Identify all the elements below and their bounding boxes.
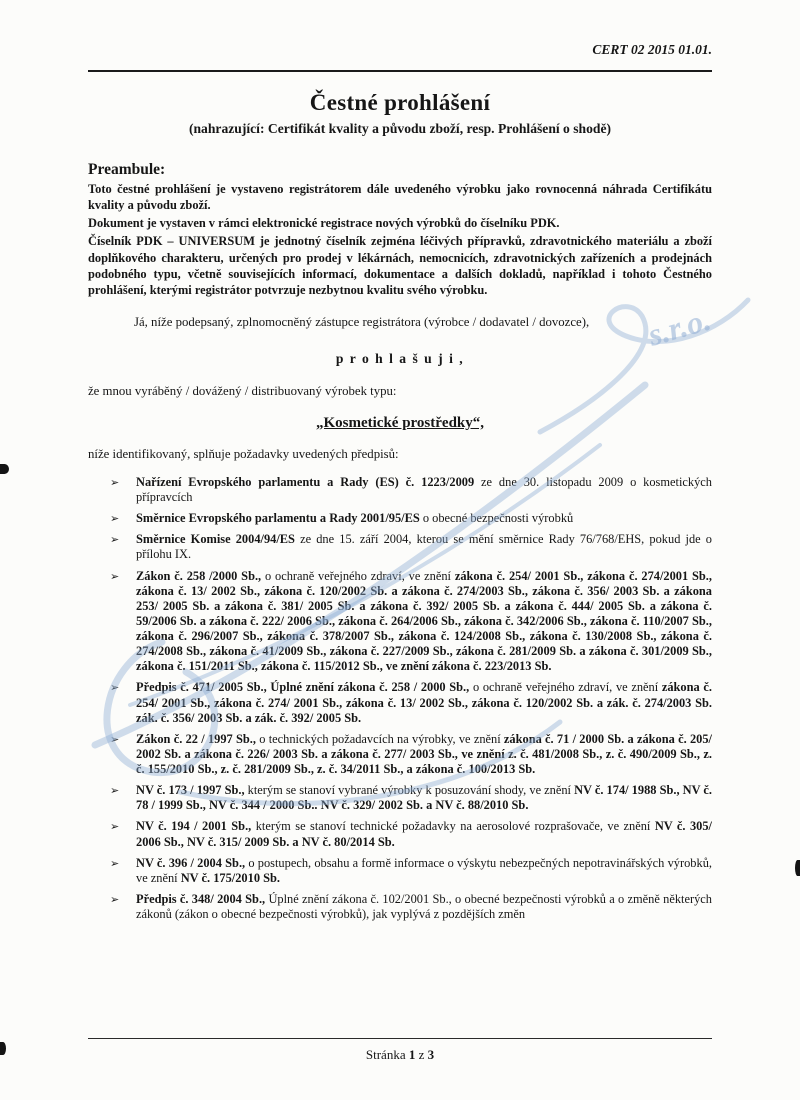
regulation-item (88, 892, 712, 922)
bullet-arrow-icon: ➢ (110, 569, 120, 583)
bullet-arrow-icon: ➢ (110, 475, 120, 489)
preamble-paragraph: Dokument je vystaven v rámci elektronické registrace nových výrobků do číselníku PDK. (88, 216, 560, 231)
header-divider (88, 70, 712, 72)
page-footer (0, 1047, 800, 1063)
scan-artifact (0, 1042, 6, 1055)
regulation-text: Nařízení Evropského parlamentu a Rady (ES) č. 1223/2009 ze dne 30. listopadu 2009 o kosmetických přípravcích (136, 474, 712, 504)
regulation-item (88, 783, 712, 813)
footer-label: Stránka (365, 1047, 409, 1062)
regulation-item (88, 511, 712, 526)
footer-separator: z (415, 1047, 428, 1062)
regulation-text: NV č. 194 / 2001 Sb., kterým se stanoví technické požadavky na aerosolové rozprašovače, ve znění NV č. 305/ 2006 Sb., NV č. 315/ 2009 Sb. a NV č. 80/2014 Sb. (136, 819, 712, 849)
product-type (88, 415, 712, 432)
bullet-arrow-icon: ➢ (110, 856, 120, 870)
regulation-item (88, 532, 712, 562)
page-title: Čestné prohlášení (309, 90, 491, 115)
regulation-text: NV č. 173 / 1997 Sb., kterým se stanoví vybrané výrobky k posuzování shody, ve znění NV č. 174/ 1988 Sb., NV č. 78 / 1999 Sb., NV č. 344 / 2000 Sb.. NV č. 329/ 2002 Sb. a NV č. 88/2010 Sb. (136, 783, 713, 813)
regulation-text: Předpis č. 348/ 2004 Sb., Úplné znění zákona č. 102/2001 Sb., o obecné bezpečnosti výrobků a o změně některých zákonů (zákon o obecné bezpečnosti výrobků), jak vyplývá z pozdějších změn (136, 891, 712, 921)
preamble-heading: Preambule: (88, 161, 166, 178)
bullet-arrow-icon: ➢ (110, 820, 120, 834)
regulations-list (88, 475, 712, 922)
product-line: že mnou vyráběný / dovážený / distribuovaný výrobek typu: (88, 383, 397, 398)
regulation-item (88, 819, 712, 849)
document-content (88, 84, 712, 928)
declaration-word: p r o h l a š u j i , (335, 350, 465, 366)
page-number: 1 (408, 1047, 416, 1062)
regulation-text: NV č. 396 / 2004 Sb., o postupech, obsahu a formě informace o výskytu nebezpečných nepotravinářských výrobků, ve znění NV č. 175/2010 Sb. (136, 855, 712, 885)
regulation-text: Předpis č. 471/ 2005 Sb., Úplné znění zákona č. 258 / 2000 Sb., o ochraně veřejného zdraví, ve znění zákona č. 254/ 2001 Sb., zákona č. 274/ 2001 Sb., zákona č. 13/ 2002 Sb., zákona č. 120/2002 Sb. a zák. č. 274/2003 Sb. zák. č. 356/ 2003 Sb. a zák. č. 392/ 2005 Sb. (136, 680, 712, 725)
list-intro: níže identifikovaný, splňuje požadavky uvedených předpisů: (88, 446, 399, 461)
document-subtitle: (nahrazující: Certifikát kvality a původu zboží, resp. Prohlášení o shodě) (188, 121, 612, 136)
regulation-text: Směrnice Evropského parlamentu a Rady 2001/95/ES o obecné bezpečnosti výrobků (136, 511, 574, 526)
regulation-item (88, 475, 712, 505)
scan-artifact (795, 860, 800, 876)
document-code: CERT 02 2015 01.01. (592, 42, 712, 57)
bullet-arrow-icon: ➢ (110, 784, 120, 798)
page-total: 3 (427, 1047, 435, 1062)
regulation-text: Směrnice Komise 2004/94/ES ze dne 15. září 2004, kterou se mění směrnice Rady 76/768/EHS, pokud jde o přílohu IX. (136, 532, 712, 562)
bullet-arrow-icon: ➢ (110, 732, 120, 746)
declaration-intro: Já, níže podepsaný, zplnomocněný zástupce registrátora (výrobce / dodavatel / dovozce), (134, 314, 590, 329)
footer-divider (88, 1038, 712, 1039)
regulation-item (88, 569, 712, 675)
preamble-paragraph: Číselník PDK – UNIVERSUM je jednotný číselník zejména léčivých přípravků, zdravotnického materiálu a zboží doplňkového charakteru, určených pro prodej v lékárnách, nemocnicích, zdravotnických zařízeních a prodejnách podobného typu, včetně souvisejících informací, dokumentace a dalších dokladů, například i tohoto Čestného prohlášení, kterými registrátor potvrzuje nezbytnou kvalitu svého výrobku. (88, 234, 712, 297)
bullet-arrow-icon: ➢ (110, 512, 120, 526)
preamble-paragraph: Toto čestné prohlášení je vystaveno registrátorem dále uvedeného výrobku jako rovnocenná náhrada Certifikátu kvality a původu zboží. (88, 182, 712, 213)
bullet-arrow-icon: ➢ (110, 533, 120, 547)
regulation-item (88, 732, 712, 777)
regulation-text: Zákon č. 22 / 1997 Sb., o technických požadavcích na výrobky, ve znění zákona č. 71 / 2000 Sb. a zákona č. 205/ 2002 Sb. a zákona č. 226/ 2003 Sb. a zákona č. 277/ 2003 Sb., ve znění z. č. 481/2008 Sb., z. č. 490/2009 Sb., z. č. 155/2010 Sb., z. č. 281/2009 Sb., z. č. 34/2011 Sb., a zákona č. 100/2013 Sb. (136, 731, 712, 776)
regulation-text: Zákon č. 258 /2000 Sb., o ochraně veřejného zdraví, ve znění zákona č. 254/ 2001 Sb., zákona č. 274/2001 Sb., zákona č. 13/ 2002 Sb., zákona č. 120/2002 Sb. a zákona č. 274/2003 Sb., zákona č. 356/ 2003 Sb. a zákona 253/ 2005 Sb. a zákona č. 381/ 2005 Sb. a zákona č. 392/ 2005 Sb. a zákona č. 444/ 2005 Sb. a zákona č. 59/2006 Sb. a zákona č. 222/ 2006 Sb., zákona č. 264/2006 Sb., zákona č. 342/2006 Sb., zákona č. 110/2007 Sb., zákona č. 296/2007 Sb., zákona č. 378/2007 Sb., zákona č. 124/2008 Sb., zákona č. 130/2008 Sb., zákona č. 274/2008 Sb., zákona č. 41/2009 Sb., zákona č. 227/2009 Sb., zákona č. 281/2009 Sb. a zákona č. 301/2009 Sb., zákona č. 151/2011 Sb., zákona č. 115/2012 Sb., ve znění zákona č. 223/2013 Sb. (136, 568, 712, 674)
bullet-arrow-icon: ➢ (110, 681, 120, 695)
watermark-text: s.r.o. (644, 300, 715, 353)
regulation-item (88, 856, 712, 886)
product-type-text: „Kosmetické prostředky“, (315, 414, 485, 431)
scan-artifact (0, 464, 9, 474)
preamble-section (88, 181, 712, 298)
bullet-arrow-icon: ➢ (110, 892, 120, 906)
regulation-item (88, 680, 712, 725)
